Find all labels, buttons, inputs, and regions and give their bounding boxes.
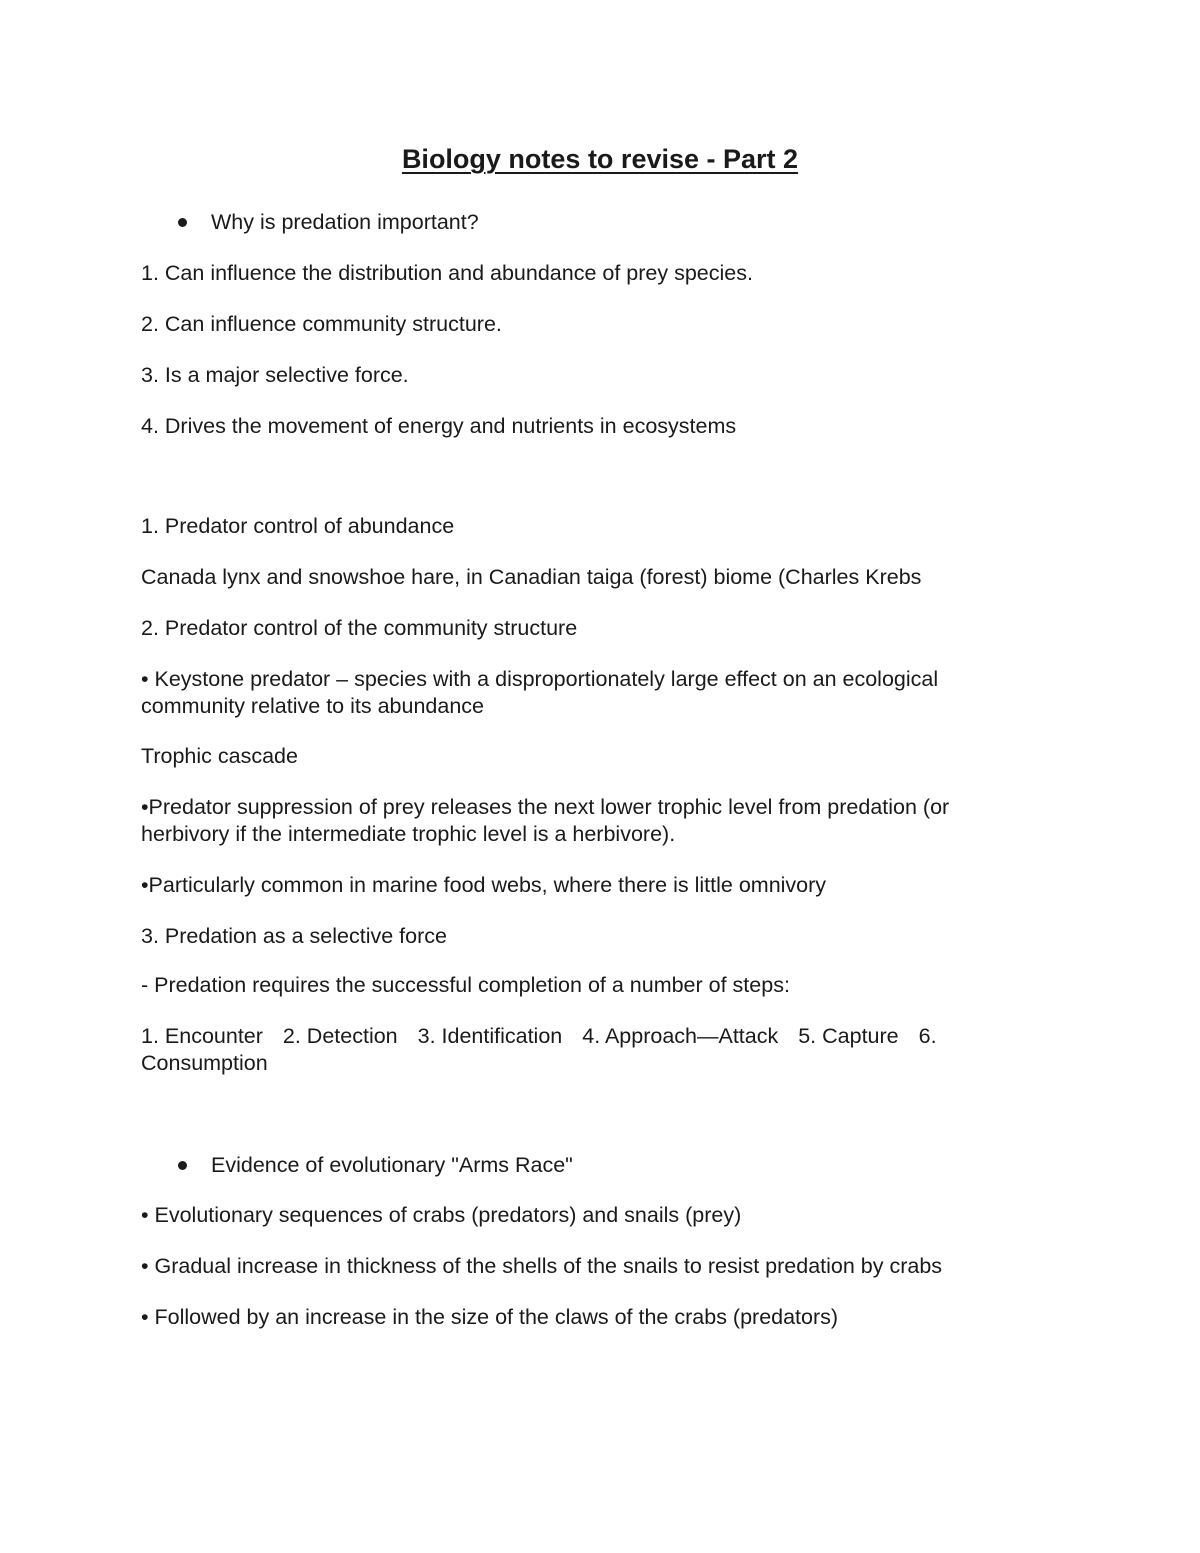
bullet-dot-icon — [178, 218, 187, 227]
list-item: 4. Drives the movement of energy and nutrients in ecosystems — [141, 414, 737, 438]
list-item: • Evolutionary sequences of crabs (predators) and snails (prey) — [141, 1203, 742, 1227]
keystone-definition: • Keystone predator – species with a disproportionately large effect on an ecological community relative to its abundance — [141, 667, 939, 718]
list-item: • Followed by an increase in the size of the claws of the crabs (predators) — [141, 1305, 839, 1329]
list-item: • Gradual increase in thickness of the shells of the snails to resist predation by crabs — [141, 1254, 943, 1278]
step-item: 1. Encounter — [141, 1024, 263, 1048]
example-text: Canada lynx and snowshoe hare, in Canadian taiga (forest) biome (Charles Krebs — [141, 565, 922, 589]
step-item: 2. Detection — [282, 1024, 398, 1048]
section-heading: 1. Predator control of abundance — [141, 514, 455, 538]
trophic-point: •Predator suppression of prey releases the next lower trophic level from predation (or herbivory if the intermediate trophic level is a herbivore). — [141, 795, 950, 846]
section-heading: 3. Predation as a selective force — [141, 924, 447, 948]
bullet-dot-icon — [178, 1161, 187, 1170]
page-title: Biology notes to revise - Part 2 — [401, 144, 799, 174]
section1-bullet: Why is predation important? — [211, 210, 479, 234]
section-heading: 2. Predator control of the community structure — [141, 616, 578, 640]
step-item: 6. Consumption — [141, 1024, 937, 1075]
step-item: 4. Approach—Attack — [582, 1024, 779, 1048]
trophic-heading: Trophic cascade — [141, 744, 298, 768]
list-item: 2. Can influence community structure. — [141, 312, 502, 336]
trophic-point: •Particularly common in marine food webs, where there is little omnivory — [141, 873, 827, 897]
step-item: 5. Capture — [798, 1024, 899, 1048]
list-item: 1. Can influence the distribution and abundance of prey species. — [141, 261, 753, 285]
section3-bullet: Evidence of evolutionary "Arms Race" — [211, 1153, 573, 1177]
list-item: 3. Is a major selective force. — [141, 363, 409, 387]
steps-intro: - Predation requires the successful completion of a number of steps: — [141, 973, 790, 997]
step-item: 3. Identification — [417, 1024, 563, 1048]
steps-list — [141, 1023, 1021, 1077]
